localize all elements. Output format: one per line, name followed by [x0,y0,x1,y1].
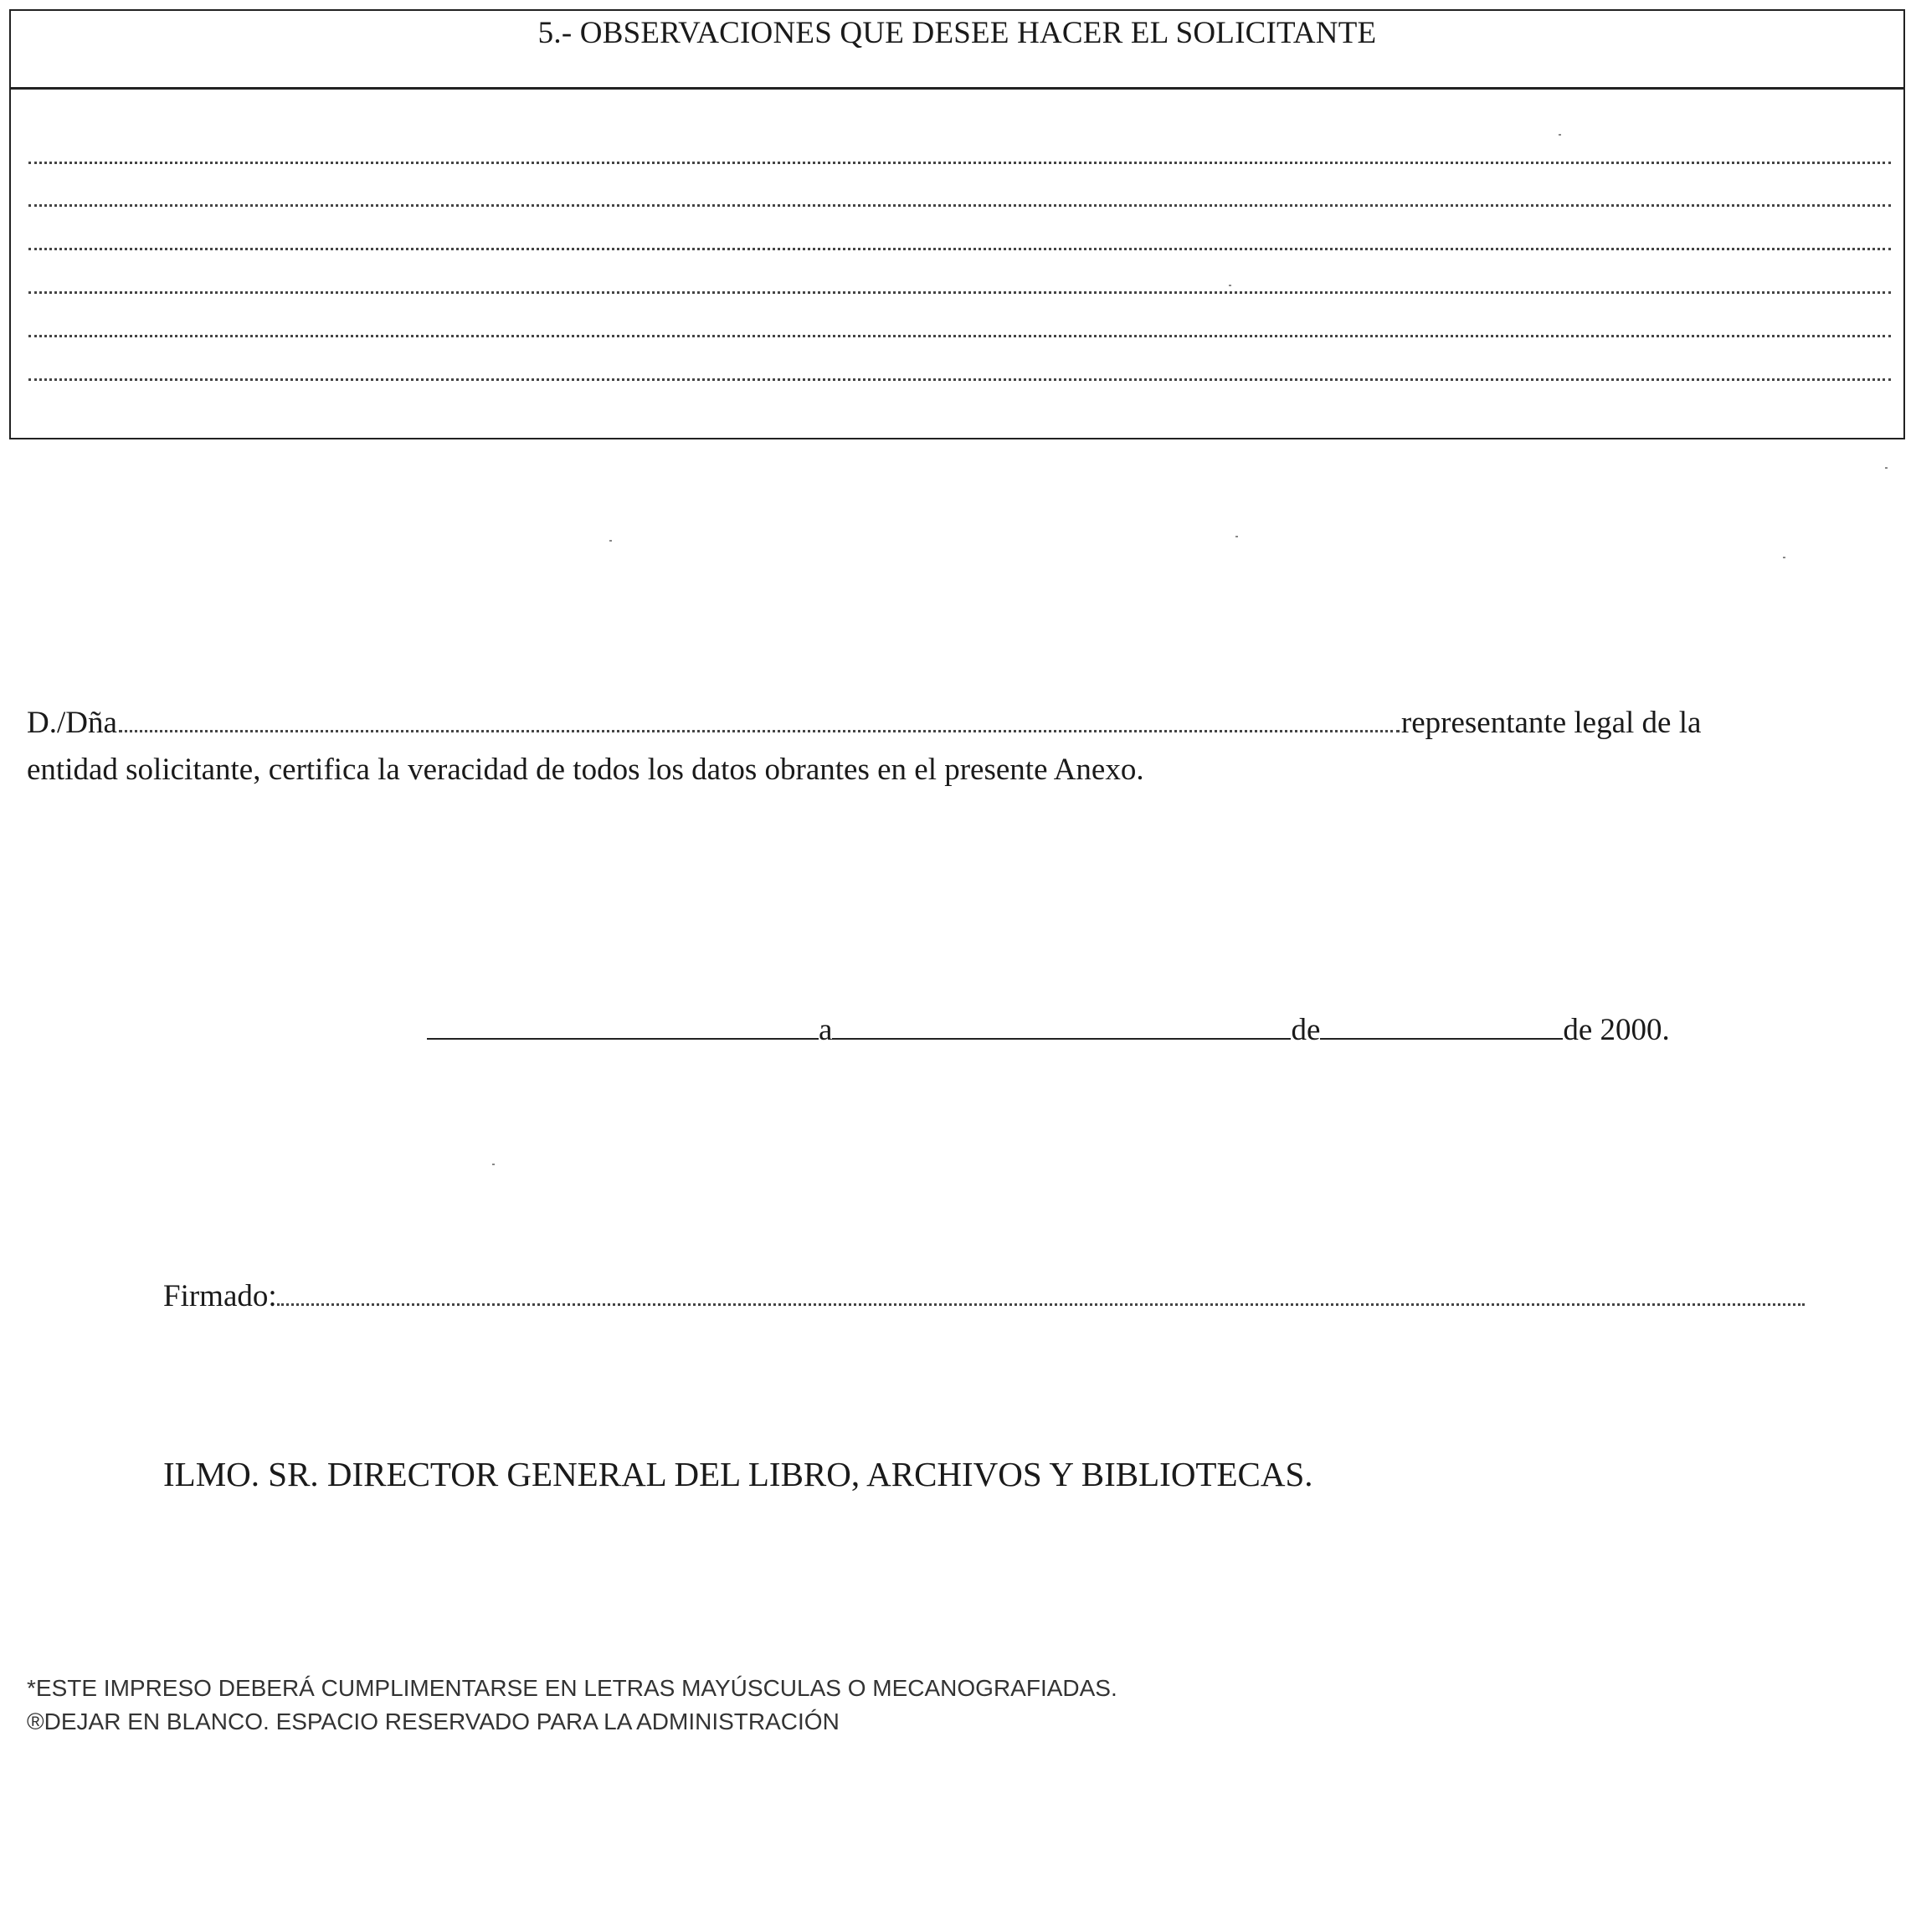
certification-suffix: representante legal de la [1400,706,1702,740]
scan-speck [1559,134,1561,136]
signature-line [163,1278,1805,1315]
observations-title: 5.- OBSERVACIONES QUE DESEE HACER EL SOLICITANTE [537,16,1377,50]
observations-line-2[interactable] [28,204,1891,207]
certification-paragraph [27,700,1868,794]
signature-label: Firmado: [163,1279,277,1313]
observations-line-1[interactable] [28,162,1891,164]
observations-line-3[interactable] [28,248,1891,250]
observations-line-4[interactable] [28,291,1891,294]
day-field[interactable] [832,1011,1291,1040]
certification-line-2: entidad solicitante, certifica la veracidad de todos los datos obrantes en el presente Anexo. [27,753,1144,787]
observations-line-5[interactable] [28,335,1891,337]
scan-speck [1235,536,1238,537]
footnotes [27,1672,1117,1739]
date-a-label: a [819,1013,833,1047]
representative-name-field[interactable] [119,712,1400,732]
observations-line-6[interactable] [28,378,1891,381]
scan-speck [492,1164,495,1165]
date-de-label: de [1291,1013,1321,1047]
scan-speck [1885,467,1888,469]
certification-line-1 [27,700,1868,747]
date-year-label: de 2000. [1563,1013,1670,1047]
certification-prefix: D./Dña [27,706,117,740]
place-field[interactable] [427,1011,819,1040]
scan-speck [609,540,612,542]
observations-section [9,9,1905,439]
month-field[interactable] [1320,1011,1563,1040]
observations-header [11,11,1903,90]
footnote-reserved-space: ®DEJAR EN BLANCO. ESPACIO RESERVADO PARA LA ADMINISTRACIÓN [27,1708,840,1734]
addressee: ILMO. SR. DIRECTOR GENERAL DEL LIBRO, ARCHIVOS Y BIBLIOTECAS. [163,1455,1313,1493]
scan-speck [1783,557,1785,558]
scan-speck [1229,285,1231,286]
footnote-capital-letters: *ESTE IMPRESO DEBERÁ CUMPLIMENTARSE EN LETRAS MAYÚSCULAS O MECANOGRAFIADAS. [27,1675,1117,1701]
signature-field[interactable] [277,1285,1805,1306]
date-line [427,1011,1670,1049]
